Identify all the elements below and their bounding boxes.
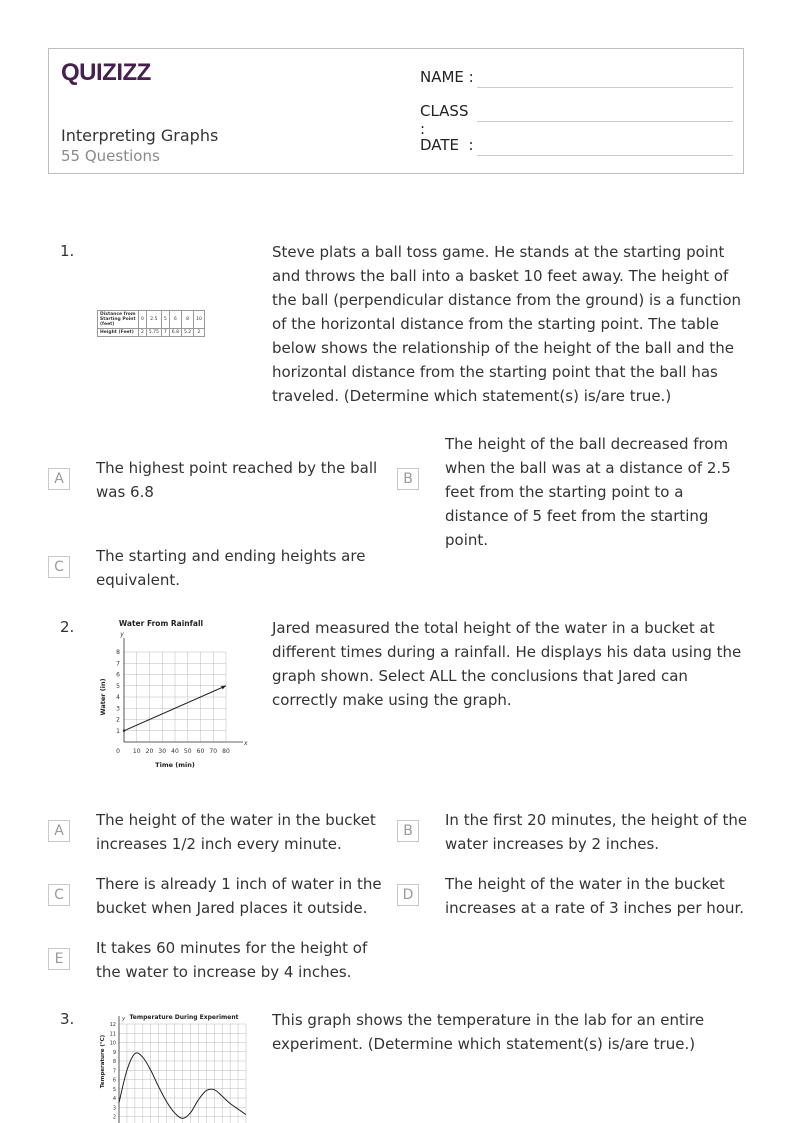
origin-label: 0 [116, 748, 120, 755]
class-label: CLASS : [420, 102, 469, 138]
table-cell: 7 [161, 329, 169, 337]
option-c-box[interactable]: C [48, 884, 70, 906]
table-cell: 8 [181, 311, 193, 329]
question-text: This graph shows the temperature in the lab for an entire experiment. (Determine which statement(s) is/are true.) [272, 1011, 705, 1053]
question-number: 2. [60, 618, 75, 636]
option-e-box[interactable]: E [48, 948, 70, 970]
date-field [420, 136, 476, 154]
option-e-text: It takes 60 minutes for the height of the water to increase by 4 inches. [96, 939, 368, 981]
y-tick-label: 4 [112, 1096, 116, 1102]
table-cell: 6.8 [169, 329, 181, 337]
y-tick-label: 7 [112, 1068, 116, 1075]
option-c-box[interactable]: C [48, 556, 70, 578]
table-cell: 6 [169, 311, 181, 329]
worksheet-title: Interpreting Graphs [61, 126, 219, 145]
y-axis-letter: y [120, 631, 124, 638]
table-cell: 5 [161, 311, 169, 329]
table-cell: 10 [194, 311, 205, 329]
table-cell: 5.75 [146, 329, 161, 337]
question-text: Steve plats a ball toss game. He stands at the starting point and throws the ball into a basket 10 feet away. The height of the ball (perpendicular distance from the ground) is a function of the horizontal distance from the starting point. The table below shows the relationship of the height of the ball and the horizontal distance from the starting point that the ball has traveled. (Determine which statement(s) is/are true.) [272, 243, 742, 405]
x-axis-letter: x [244, 740, 248, 747]
table-cell: 5.2 [181, 329, 193, 337]
option-b-text: In the first 20 minutes, the height of the water increases by 2 inches. [445, 811, 748, 853]
option-b-box[interactable]: B [397, 468, 419, 490]
x-tick-label: 20 [145, 748, 154, 755]
y-tick-label: 3 [116, 705, 120, 713]
y-tick-label: 2 [112, 1114, 116, 1121]
option-c-text: There is already 1 inch of water in the bucket when Jared places it outside. [96, 875, 382, 917]
y-tick-label: 10 [109, 1040, 116, 1047]
x-tick-label: 60 [196, 748, 205, 755]
date-label: DATE : [420, 136, 474, 154]
y-tick-label: 2 [116, 716, 120, 724]
y-tick-label: 4 [116, 694, 120, 701]
data-point [123, 730, 125, 732]
table-cell: 2 [194, 329, 205, 337]
question-count: 55 Questions [61, 147, 160, 165]
height-table-image [97, 310, 205, 337]
table-cell: 0 [139, 311, 147, 329]
name-label: NAME : [420, 68, 474, 86]
question-text: Jared measured the total height of the water in a bucket at different times during a rainfall. He displays his data using the graph shown. Select ALL the conclusions that Jared can correctly make using the graph. [272, 619, 742, 709]
y-axis-label: Temperature (°C) [100, 1034, 106, 1089]
y-tick-label: 11 [109, 1031, 116, 1038]
quizizz-logo: QUIZIZZ [61, 59, 151, 86]
x-tick-label: 70 [209, 748, 218, 755]
option-b-box[interactable]: B [397, 820, 419, 842]
y-axis-letter: y [122, 1016, 126, 1022]
water-rainfall-chart [96, 614, 252, 786]
y-tick-label: 3 [112, 1105, 116, 1112]
option-a-text: The height of the water in the bucket increases 1/2 inch every minute. [96, 811, 376, 853]
y-tick-label: 9 [112, 1049, 116, 1056]
date-line [477, 155, 733, 156]
y-tick-label: 6 [116, 671, 120, 679]
x-tick-label: 30 [158, 748, 167, 755]
question-number: 1. [60, 242, 75, 260]
x-tick-label: 80 [222, 748, 230, 755]
class-field [420, 102, 476, 138]
option-d-text: The height of the water in the bucket increases at a rate of 3 inches per hour. [445, 875, 745, 917]
option-c-text: The starting and ending heights are equivalent. [96, 547, 366, 589]
table-cell: 2.5 [146, 311, 161, 329]
worksheet-header [48, 48, 744, 174]
table-row-label: Distance from Starting Point (feet) [98, 311, 139, 329]
y-tick-label: 7 [116, 660, 120, 668]
y-tick-label: 5 [112, 1086, 116, 1093]
name-field [420, 68, 476, 86]
x-tick-label: 40 [171, 748, 179, 755]
y-tick-label: 12 [109, 1022, 116, 1028]
name-line [477, 87, 733, 88]
table-cell: 2 [139, 329, 147, 337]
table-row-label: Height (Feet) [98, 329, 139, 337]
chart-title: Water From Rainfall [118, 619, 204, 628]
x-axis-label: Time (min) [155, 761, 195, 769]
option-d-box[interactable]: D [397, 884, 419, 906]
x-tick-label: 50 [183, 748, 192, 755]
option-a-box[interactable]: A [48, 820, 70, 842]
height-table [97, 310, 205, 337]
class-line [477, 121, 733, 122]
x-tick-label: 10 [132, 748, 141, 755]
y-tick-label: 5 [116, 682, 120, 690]
y-tick-label: 1 [116, 727, 120, 735]
chart-title: Temperature During Experiment [129, 1014, 239, 1021]
y-axis-label: Water (in) [99, 678, 107, 716]
option-b-text: The height of the ball decreased from when the ball was at a distance of 2.5 feet from the starting point to a distance of 5 feet from the starting point. [445, 435, 731, 549]
y-tick-label: 8 [116, 649, 120, 656]
question-number: 3. [60, 1010, 75, 1028]
option-a-text: The highest point reached by the ball was 6.8 [96, 459, 378, 501]
y-tick-label: 6 [112, 1077, 116, 1084]
option-a-box[interactable]: A [48, 468, 70, 490]
temperature-chart [96, 1010, 252, 1123]
y-tick-label: 8 [112, 1059, 116, 1065]
